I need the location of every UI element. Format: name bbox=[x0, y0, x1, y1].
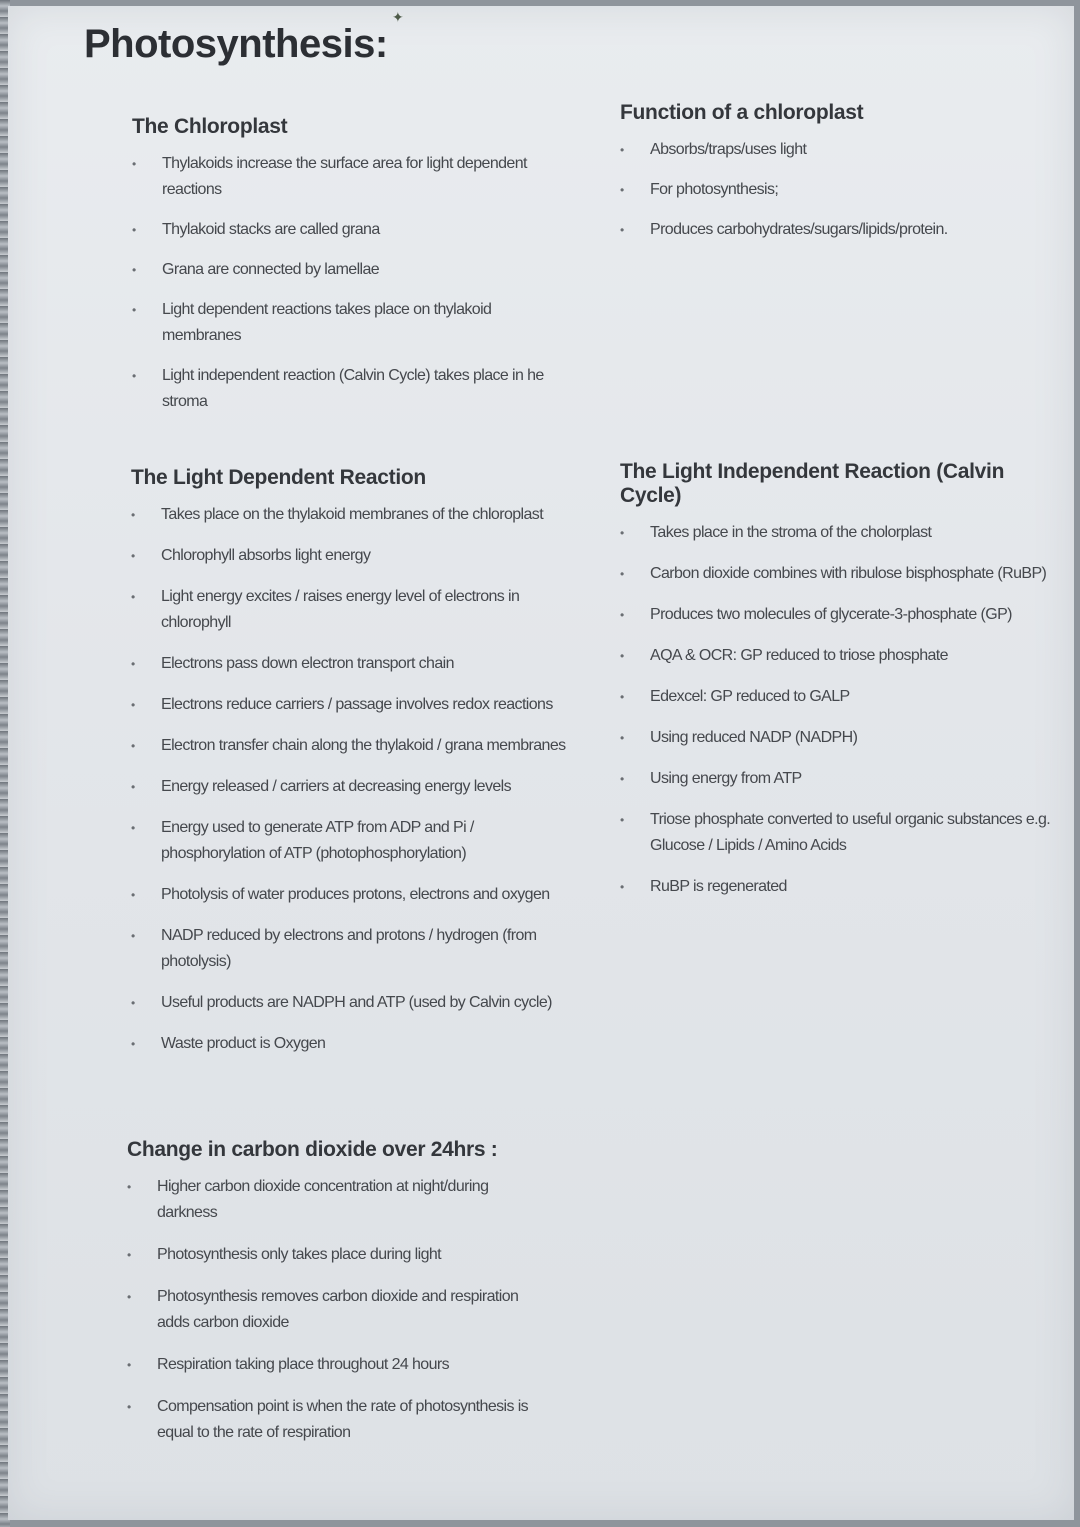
list-item: • Waste product is Oxygen bbox=[131, 1031, 571, 1057]
list-item: • Using reduced NADP (NADPH) bbox=[620, 725, 1060, 751]
light-dependent-section bbox=[131, 466, 571, 1072]
light-independent-list bbox=[620, 520, 1060, 900]
list-item: • Photosynthesis only takes place during light bbox=[127, 1242, 547, 1268]
list-item: • Takes place on the thylakoid membranes of the chloroplast bbox=[131, 502, 571, 528]
light-independent-heading: The Light Independent Reaction (Calvin Cycle) bbox=[620, 460, 1005, 507]
chloroplast-heading: The Chloroplast bbox=[132, 115, 288, 138]
function-heading: Function of a chloroplast bbox=[620, 101, 864, 124]
list-item: • Absorbs/traps/uses light bbox=[620, 137, 1040, 163]
list-item: • Energy released / carriers at decreasing energy levels bbox=[131, 774, 571, 800]
light-dependent-heading: The Light Dependent Reaction bbox=[131, 466, 426, 489]
list-item: • RuBP is regenerated bbox=[620, 874, 1060, 900]
list-item: • Light energy excites / raises energy level of electrons in chlorophyll bbox=[131, 584, 571, 636]
function-section bbox=[620, 101, 1040, 257]
list-item: • Useful products are NADPH and ATP (used by Calvin cycle) bbox=[131, 990, 571, 1016]
function-list bbox=[620, 137, 1040, 243]
co2-change-list bbox=[127, 1174, 547, 1446]
chloroplast-section bbox=[132, 115, 552, 429]
page-title: Photosynthesis: bbox=[84, 22, 388, 66]
list-item: • Thylakoid stacks are called grana bbox=[132, 217, 552, 243]
light-independent-section bbox=[620, 460, 1060, 915]
chloroplast-list bbox=[132, 151, 552, 415]
list-item: • Photolysis of water produces protons, electrons and oxygen bbox=[131, 882, 571, 908]
list-item: • Produces carbohydrates/sugars/lipids/protein. bbox=[620, 217, 1040, 243]
list-item: • Light independent reaction (Calvin Cycle) takes place in he stroma bbox=[132, 363, 552, 415]
list-item: • Carbon dioxide combines with ribulose bisphosphate (RuBP) bbox=[620, 561, 1060, 587]
list-item: • Higher carbon dioxide concentration at night/during darkness bbox=[127, 1174, 547, 1226]
list-item: • Light dependent reactions takes place on thylakoid membranes bbox=[132, 297, 552, 349]
list-item: • Photosynthesis removes carbon dioxide and respiration adds carbon dioxide bbox=[127, 1284, 547, 1336]
co2-change-section bbox=[127, 1138, 547, 1462]
list-item: • Takes place in the stroma of the cholorplast bbox=[620, 520, 1060, 546]
list-item: • Electrons pass down electron transport chain bbox=[131, 651, 571, 677]
list-item: • Electrons reduce carriers / passage involves redox reactions bbox=[131, 692, 571, 718]
co2-change-heading: Change in carbon dioxide over 24hrs : bbox=[127, 1138, 498, 1161]
list-item: • Chlorophyll absorbs light energy bbox=[131, 543, 571, 569]
list-item: • AQA & OCR: GP reduced to triose phosphate bbox=[620, 643, 1060, 669]
list-item: • Triose phosphate converted to useful organic substances e.g. Glucose / Lipids / Amino Acids bbox=[620, 807, 1060, 859]
list-item: • Energy used to generate ATP from ADP and Pi / phosphorylation of ATP (photophosphorylation) bbox=[131, 815, 571, 867]
list-item: • Using energy from ATP bbox=[620, 766, 1060, 792]
list-item: • Edexcel: GP reduced to GALP bbox=[620, 684, 1060, 710]
list-item: • Produces two molecules of glycerate-3-phosphate (GP) bbox=[620, 602, 1060, 628]
list-item: • Respiration taking place throughout 24 hours bbox=[127, 1352, 547, 1378]
light-dependent-list bbox=[131, 502, 571, 1057]
list-item: • NADP reduced by electrons and protons / hydrogen (from photolysis) bbox=[131, 923, 571, 975]
list-item: • Grana are connected by lamellae bbox=[132, 257, 552, 283]
list-item: • For photosynthesis; bbox=[620, 177, 1040, 203]
paper-speck: ✦ bbox=[392, 10, 404, 26]
list-item: • Thylakoids increase the surface area for light dependent reactions bbox=[132, 151, 552, 203]
list-item: • Compensation point is when the rate of photosynthesis is equal to the rate of respiration bbox=[127, 1394, 547, 1446]
list-item: • Electron transfer chain along the thylakoid / grana membranes bbox=[131, 733, 571, 759]
